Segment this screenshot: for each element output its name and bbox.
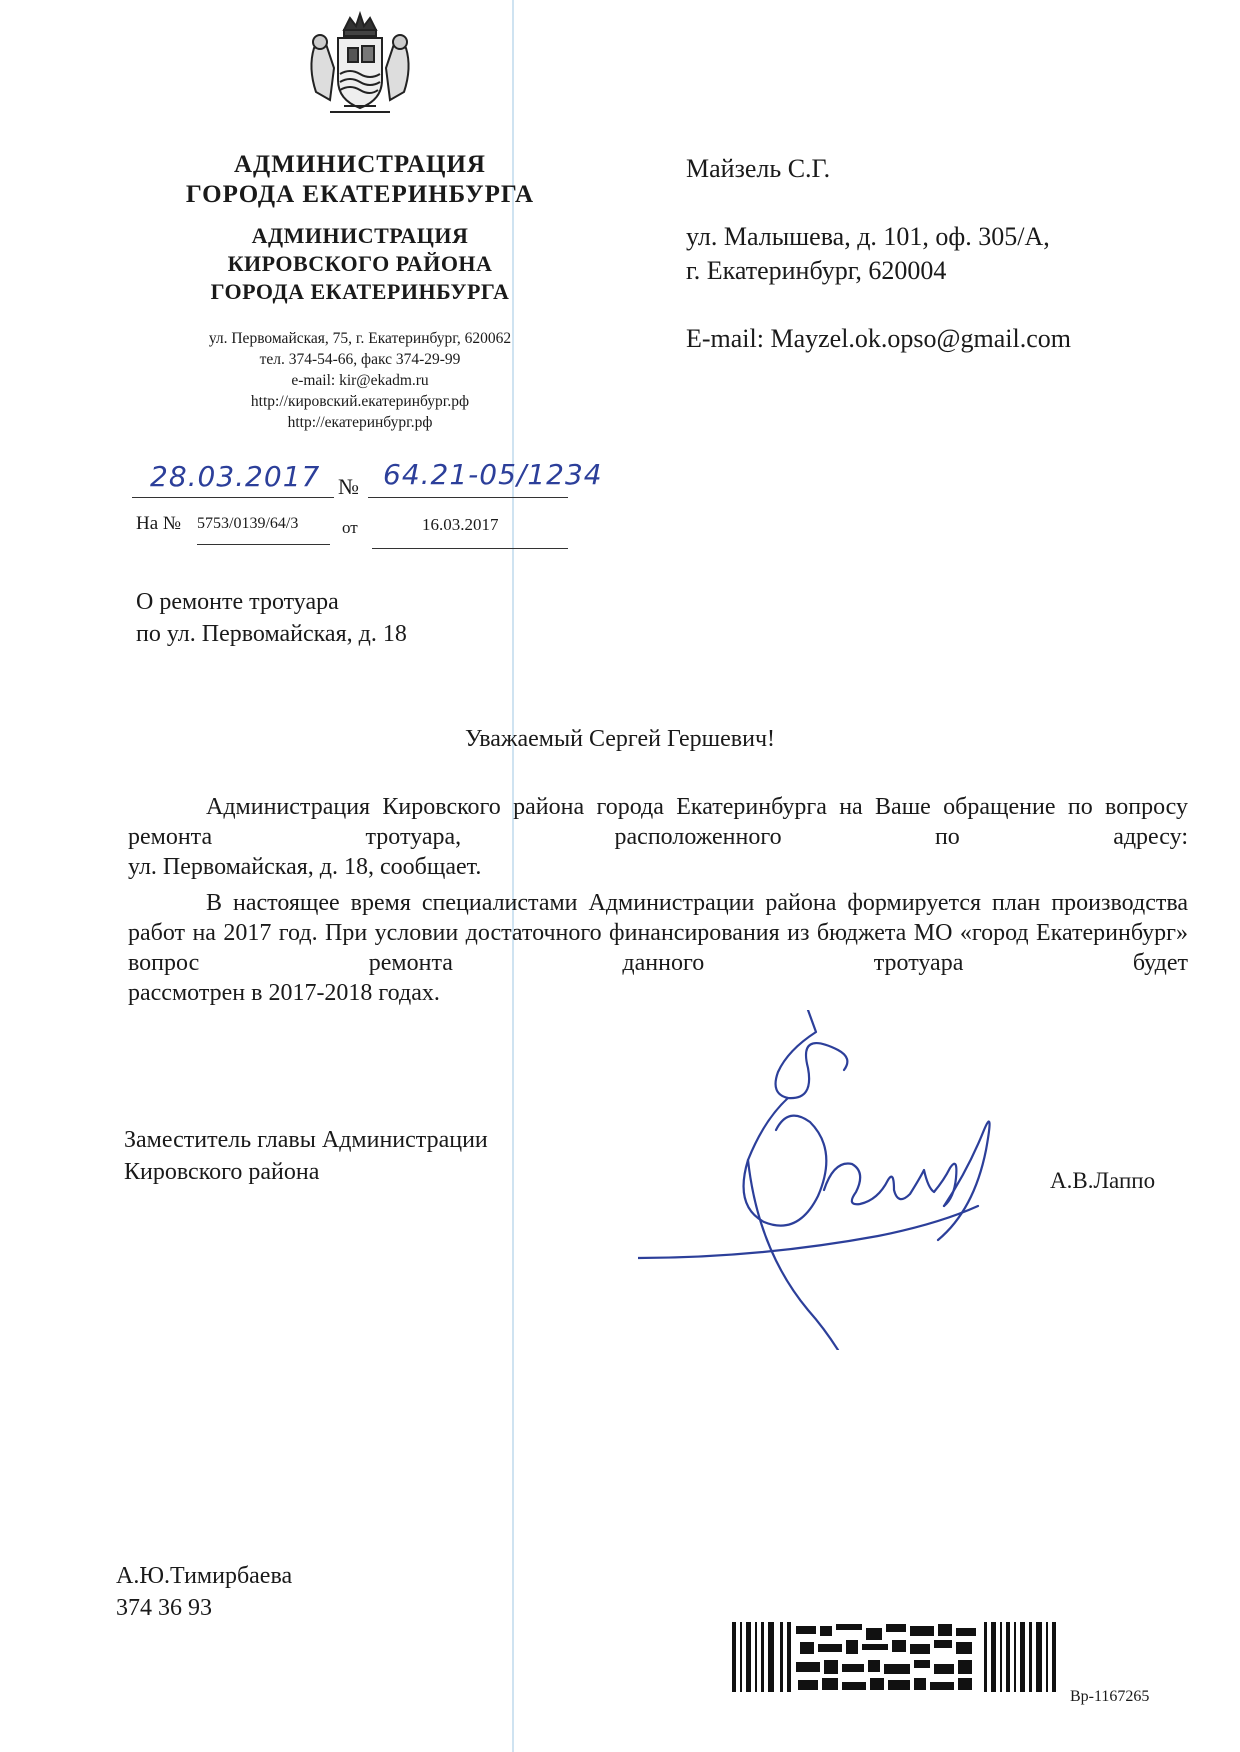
signer-position-line-1: Заместитель главы Администрации — [124, 1127, 488, 1153]
body-paragraph-1: Администрация Кировского района города Екатеринбурга на Ваше обращение по вопросу ремонта тротуара, расположенного по адресу: — [128, 794, 1188, 850]
addressee-address-1: ул. Малышева, д. 101, оф. 305/А, — [686, 222, 1050, 251]
executor-name: А.Ю.Тимирбаева — [116, 1563, 293, 1589]
date-underline — [132, 497, 334, 498]
reference-date-underline — [372, 548, 568, 549]
org-line-2: ГОРОДА ЕКАТЕРИНБУРГА — [185, 181, 535, 208]
reference-from-label: от — [342, 518, 358, 537]
addressee-address-2: г. Екатеринбург, 620004 — [686, 256, 947, 285]
sub-line-2: КИРОВСКОГО РАЙОНА — [227, 251, 493, 276]
org-site-1: http://кировский.екатеринбург.рф — [250, 393, 470, 410]
org-site-2: http://екатеринбург.рф — [287, 414, 433, 431]
org-line-1: АДМИНИСТРАЦИЯ — [234, 151, 486, 178]
coat-of-arms-emblem — [300, 8, 420, 120]
sub-line-3: ГОРОДА ЕКАТЕРИНБУРГА — [210, 279, 510, 304]
addressee-email: E-mail: Mayzel.ok.opso@gmail.com — [686, 324, 1071, 353]
reference-date: 16.03.2017 — [422, 515, 499, 534]
subject-line-1: О ремонте тротуара — [136, 589, 339, 615]
number-underline — [368, 497, 568, 498]
reference-number-underline — [197, 544, 330, 545]
org-phone: тел. 374-54-66, факс 374-29-99 — [259, 351, 461, 368]
subject-line-2: по ул. Первомайская, д. 18 — [136, 621, 407, 647]
signer-position — [124, 1124, 488, 1188]
org-name-city — [120, 150, 600, 210]
greeting: Уважаемый Сергей Гершевич! — [464, 726, 776, 752]
body-paragraph-1-end: ул. Первомайская, д. 18, сообщает. — [128, 854, 482, 880]
barcode-icon — [732, 1622, 1062, 1708]
outgoing-date: 28.03.2017 — [150, 460, 321, 493]
number-label: № — [338, 474, 359, 499]
addressee-name: Майзель С.Г. — [686, 154, 831, 183]
body-paragraph-2-end: рассмотрен в 2017-2018 годах. — [128, 980, 440, 1006]
org-address: ул. Первомайская, 75, г. Екатеринбург, 620062 — [208, 330, 512, 347]
body-paragraph-2: В настоящее время специалистами Администрации района формируется план производства работ на 2017 год. При условии достаточного финансирования из бюджета МО «город Екатеринбург» вопрос ремонта данного тротуара будет — [128, 890, 1188, 976]
signer-position-line-2: Кировского района — [124, 1159, 320, 1185]
reference-label: На № — [136, 513, 182, 534]
org-email: e-mail: kir@ekadm.ru — [291, 372, 429, 389]
outgoing-number: 64.21-05/1234 — [383, 458, 603, 491]
executor-block — [116, 1560, 292, 1624]
handwritten-signature — [638, 1010, 1042, 1350]
reference-number: 5753/0139/64/3 — [197, 515, 299, 532]
signer-name: А.В.Лаппо — [1050, 1168, 1156, 1193]
letter-subject — [136, 586, 407, 650]
barcode-id: Вр-1167265 — [1070, 1688, 1150, 1705]
sub-line-1: АДМИНИСТРАЦИЯ — [251, 223, 469, 248]
org-name-district — [120, 222, 600, 306]
org-contacts — [120, 328, 600, 433]
executor-phone: 374 36 93 — [116, 1595, 212, 1621]
